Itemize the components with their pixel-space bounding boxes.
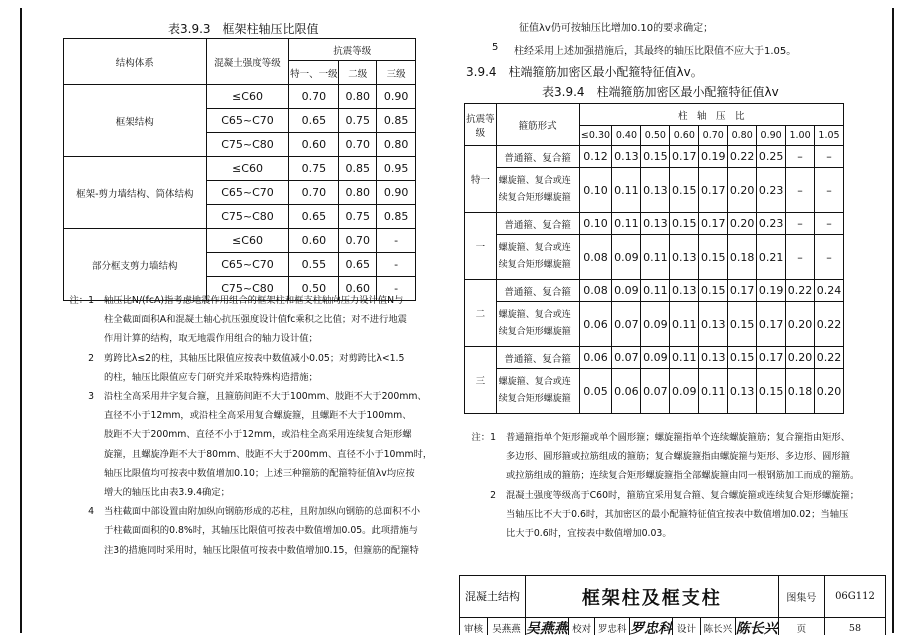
note-line: 比大于0.6时，宜按表中数值增加0.03。	[506, 528, 672, 540]
limit-value-cell: 0.70	[289, 181, 339, 205]
note-text	[506, 486, 876, 544]
characteristic-value-cell: 0.17	[757, 302, 786, 347]
header-axial-ratio: 0.40	[612, 126, 641, 146]
note-line: 注3的措施同时采用时，轴压比限值可按表中数值增加0.15，但箍筋的配箍特	[104, 544, 419, 556]
header-grade: 三级	[377, 61, 416, 85]
note-5-label: 5	[492, 42, 499, 53]
characteristic-value-cell: –	[815, 235, 844, 280]
header-axial-ratio: 1.00	[786, 126, 815, 146]
header-concrete: 混凝土强度等级	[206, 39, 289, 85]
header-axial-ratio: 0.80	[728, 126, 757, 146]
limit-value-cell: 0.60	[289, 229, 339, 253]
characteristic-value-cell: 0.09	[612, 280, 641, 302]
note-number: 3	[88, 391, 94, 403]
header-stirrup-form: 箍筋形式	[496, 104, 579, 146]
characteristic-value-cell: 0.07	[641, 369, 670, 414]
characteristic-value-cell: 0.20	[728, 168, 757, 213]
note-line: 混凝土强度等级高于C60时，箍筋宜采用复合箍、复合螺旋箍或连续复合矩形螺旋箍；	[506, 489, 860, 501]
limit-value-cell: 0.60	[339, 277, 377, 301]
concrete-grade-cell: C65~C70	[206, 109, 289, 133]
header-grade: 抗震等级	[465, 104, 497, 146]
note-number: 4	[88, 506, 94, 518]
limit-value-cell: 0.90	[377, 85, 416, 109]
characteristic-value-cell: 0.23	[757, 168, 786, 213]
limit-value-cell: 0.65	[339, 253, 377, 277]
check-label: 校对	[568, 618, 594, 635]
characteristic-value-cell: –	[815, 146, 844, 168]
limit-value-cell: 0.65	[289, 109, 339, 133]
characteristic-value-cell: 0.11	[612, 168, 641, 213]
note-line: 柱全截面面积A和混凝土轴心抗压强度设计值fc乘积之比值；对不进行地震	[104, 314, 407, 326]
table-row	[64, 85, 416, 109]
characteristic-value-cell: 0.09	[670, 369, 699, 414]
limit-value-cell: 0.70	[289, 85, 339, 109]
drawing-category: 混凝土结构	[460, 576, 526, 618]
characteristic-value-cell: 0.24	[815, 280, 844, 302]
table-row	[465, 369, 844, 414]
limit-value-cell: 0.85	[377, 109, 416, 133]
design-label: 设计	[673, 618, 701, 635]
checker-signature: 罗忠科	[630, 618, 673, 635]
characteristic-value-cell: 0.09	[641, 302, 670, 347]
atlas-number: 06G112	[824, 576, 885, 618]
characteristic-value-cell: 0.15	[728, 302, 757, 347]
characteristic-value-cell: 0.22	[815, 302, 844, 347]
table-row	[465, 168, 844, 213]
characteristic-value-cell: 0.13	[699, 347, 728, 369]
concrete-grade-cell: ≤C60	[206, 85, 289, 109]
header-axial-ratio: ≤0.30	[579, 126, 612, 146]
structure-system-cell: 框架-剪力墙结构、筒体结构	[64, 157, 207, 229]
characteristic-value-cell: –	[786, 235, 815, 280]
concrete-grade-cell: ≤C60	[206, 229, 289, 253]
stirrup-form-cell: 螺旋箍、复合或连续复合矩形螺旋箍	[496, 235, 579, 280]
limit-value-cell: 0.75	[289, 157, 339, 181]
characteristic-value-cell: 0.17	[757, 347, 786, 369]
limit-value-cell: 0.80	[339, 181, 377, 205]
concrete-grade-cell: ≤C60	[206, 157, 289, 181]
note-5-text: 柱经采用上述加强措施后，其最终的轴压比限值不应大于1.05。	[514, 46, 797, 57]
characteristic-value-cell: 0.15	[728, 347, 757, 369]
characteristic-value-cell: 0.13	[670, 235, 699, 280]
characteristic-value-cell: 0.17	[699, 168, 728, 213]
characteristic-value-cell: 0.11	[612, 213, 641, 235]
note-item	[64, 387, 436, 502]
characteristic-value-cell: 0.23	[757, 213, 786, 235]
characteristic-value-cell: 0.06	[579, 347, 612, 369]
concrete-grade-cell: C65~C70	[206, 181, 289, 205]
drawing-title: 框架柱及框支柱	[525, 576, 778, 618]
characteristic-value-cell: 0.18	[786, 369, 815, 414]
characteristic-value-cell: 0.15	[641, 146, 670, 168]
characteristic-value-cell: 0.07	[612, 347, 641, 369]
stirrup-form-cell: 普通箍、复合箍	[496, 213, 579, 235]
limit-value-cell: 0.70	[339, 229, 377, 253]
seismic-grade-cell: 特一	[465, 146, 497, 213]
continued-note: 征值λv仍可按轴压比增加0.10的要求确定；	[519, 23, 714, 34]
note-line: 的柱，轴压比限值应专门研究并采取特殊构造措施；	[104, 371, 318, 383]
note-line: 作用计算的结构，取无地震作用组合的轴力设计值；	[104, 333, 318, 345]
characteristic-value-cell: –	[786, 213, 815, 235]
characteristic-value-cell: 0.15	[699, 235, 728, 280]
note-line: 旋箍，且螺旋净距不大于80mm、肢距不大于200mm、直径不小于10mm时，	[104, 448, 433, 460]
characteristic-value-cell: 0.07	[612, 302, 641, 347]
note-text	[104, 502, 436, 560]
frame-right-border	[892, 8, 894, 633]
characteristic-value-cell: 0.20	[728, 213, 757, 235]
note-line: 当轴压比不大于0.6时，其加密区的最小配箍特征值宜按表中数值增加0.02；当轴压	[506, 508, 849, 520]
characteristic-value-cell: 0.19	[699, 146, 728, 168]
characteristic-value-cell: 0.06	[579, 302, 612, 347]
characteristic-value-cell: 0.05	[579, 369, 612, 414]
limit-value-cell: 0.95	[377, 157, 416, 181]
note-number: 注：1	[471, 432, 496, 443]
characteristic-value-cell: 0.20	[815, 369, 844, 414]
limit-value-cell: 0.90	[377, 181, 416, 205]
characteristic-value-cell: 0.15	[699, 280, 728, 302]
note-item	[466, 486, 876, 544]
note-line: 增大的轴压比由表3.9.4确定；	[104, 487, 230, 499]
characteristic-value-cell: 0.12	[579, 146, 612, 168]
stirrup-characteristic-table	[464, 103, 844, 414]
reviewer-name: 吴燕燕	[488, 618, 526, 635]
limit-value-cell: 0.75	[339, 205, 377, 229]
characteristic-value-cell: 0.06	[612, 369, 641, 414]
characteristic-value-cell: 0.11	[641, 235, 670, 280]
note-number: 注：1	[69, 295, 94, 306]
characteristic-value-cell: 0.11	[699, 369, 728, 414]
characteristic-value-cell: 0.13	[641, 168, 670, 213]
note-number: 2	[490, 489, 496, 501]
characteristic-value-cell: 0.20	[786, 302, 815, 347]
limit-value-cell: 0.85	[339, 157, 377, 181]
note-number: 2	[88, 352, 94, 364]
characteristic-value-cell: 0.17	[699, 213, 728, 235]
table-row	[465, 146, 844, 168]
characteristic-value-cell: 0.22	[786, 280, 815, 302]
note-text	[506, 428, 876, 486]
limit-value-cell: 0.75	[339, 109, 377, 133]
characteristic-value-cell: 0.11	[670, 347, 699, 369]
seismic-grade-cell: 三	[465, 347, 497, 414]
limit-value-cell: 0.80	[339, 85, 377, 109]
characteristic-value-cell: 0.13	[612, 146, 641, 168]
characteristic-value-cell: 0.10	[579, 168, 612, 213]
limit-value-cell: -	[377, 277, 416, 301]
note-text	[104, 387, 436, 502]
characteristic-value-cell: 0.15	[670, 213, 699, 235]
atlas-label: 图集号	[778, 576, 824, 618]
limit-value-cell: 0.50	[289, 277, 339, 301]
characteristic-value-cell: –	[786, 168, 815, 213]
characteristic-value-cell: 0.13	[699, 302, 728, 347]
note-line: 于柱截面面积的0.8%时，其轴压比限值可按表中数值增加0.05。此项措施与	[104, 525, 418, 537]
section-heading: 3.9.4 柱端箍筋加密区最小配箍特征值λv。	[466, 65, 703, 79]
characteristic-value-cell: 0.17	[728, 280, 757, 302]
header-ratio-group: 柱 轴 压 比	[579, 104, 843, 126]
left-table-caption: 表3.9.3 框架柱轴压比限值	[168, 22, 319, 36]
characteristic-value-cell: 0.11	[670, 302, 699, 347]
concrete-grade-cell: C75~C80	[206, 205, 289, 229]
characteristic-value-cell: –	[786, 146, 815, 168]
limit-value-cell: 0.80	[377, 133, 416, 157]
title-block	[459, 575, 886, 635]
stirrup-form-cell: 螺旋箍、复合或连续复合矩形螺旋箍	[496, 369, 579, 414]
characteristic-value-cell: 0.09	[612, 235, 641, 280]
structure-system-cell: 框架结构	[64, 85, 207, 157]
page-number: 58	[824, 618, 885, 635]
stirrup-form-cell: 普通箍、复合箍	[496, 146, 579, 168]
seismic-grade-cell: 一	[465, 213, 497, 280]
note-item	[64, 291, 436, 349]
header-axial-ratio: 0.70	[699, 126, 728, 146]
characteristic-value-cell: 0.22	[728, 146, 757, 168]
table-row	[465, 280, 844, 302]
table-row	[465, 235, 844, 280]
characteristic-value-cell: 0.13	[641, 213, 670, 235]
table-row	[64, 229, 416, 253]
note-line: 直径不小于12mm，或沿柱全高采用复合螺旋箍，且螺距不大于100mm、	[104, 410, 412, 422]
note-line: 沿柱全高采用井字复合箍，且箍筋间距不大于100mm、肢距不大于200mm、	[104, 391, 427, 403]
designer-name: 陈长兴	[701, 618, 736, 635]
characteristic-value-cell: –	[815, 213, 844, 235]
note-text	[104, 291, 436, 349]
header-axial-ratio: 0.90	[757, 126, 786, 146]
limit-value-cell: 0.65	[289, 205, 339, 229]
structure-system-cell: 部分框支剪力墙结构	[64, 229, 207, 301]
header-grade: 特一、一级	[289, 61, 339, 85]
characteristic-value-cell: –	[815, 168, 844, 213]
limit-value-cell: -	[377, 229, 416, 253]
header-grade-group: 抗震等级	[289, 39, 416, 61]
note-line: 剪跨比λ≤2的柱，其轴压比限值应按表中数值减小0.05；对剪跨比λ<1.5	[104, 352, 405, 364]
page-label: 页	[778, 618, 824, 635]
review-label: 审核	[460, 618, 488, 635]
reviewer-signature: 吴燕燕	[525, 618, 568, 635]
limit-value-cell: 0.85	[377, 205, 416, 229]
right-table-caption: 表3.9.4 柱端箍筋加密区最小配箍特征值λv	[542, 85, 779, 99]
characteristic-value-cell: 0.13	[670, 280, 699, 302]
header-axial-ratio: 0.50	[641, 126, 670, 146]
note-line: 当柱截面中部设置由附加纵向钢筋形成的芯柱，且附加纵向钢筋的总面积不小	[104, 506, 421, 518]
table-row	[465, 347, 844, 369]
header-axial-ratio: 0.60	[670, 126, 699, 146]
table-row	[64, 157, 416, 181]
characteristic-value-cell: 0.25	[757, 146, 786, 168]
characteristic-value-cell: 0.08	[579, 280, 612, 302]
table-row	[465, 213, 844, 235]
note-line: 或拉筋组成的箍筋；连续复合矩形螺旋箍指全部螺旋箍由同一根钢筋加工而成的箍筋。	[506, 470, 860, 482]
stirrup-form-cell: 普通箍、复合箍	[496, 280, 579, 302]
characteristic-value-cell: 0.18	[728, 235, 757, 280]
table-row	[465, 302, 844, 347]
characteristic-value-cell: 0.11	[641, 280, 670, 302]
note-item	[466, 428, 876, 486]
note-line: 普通箍指单个矩形箍或单个圆形箍；螺旋箍指单个连续螺旋箍筋；复合箍指由矩形、	[506, 432, 850, 443]
characteristic-value-cell: 0.15	[757, 369, 786, 414]
checker-name: 罗忠科	[595, 618, 630, 635]
note-line: 轴压比N/(fcA)指考虑地震作用组合的框架柱和框支柱轴向压力设计值N与	[104, 295, 404, 306]
characteristic-value-cell: 0.13	[728, 369, 757, 414]
characteristic-value-cell: 0.17	[670, 146, 699, 168]
note-line: 多边形、圆形箍或拉筋组成的箍筋；复合螺旋箍指由螺旋箍与矩形、多边形、圆形箍	[506, 451, 850, 463]
header-grade: 二级	[339, 61, 377, 85]
note-line: 轴压比限值均可按表中数值增加0.10；上述三种箍筋的配箍特征值λv均应按	[104, 467, 415, 479]
concrete-grade-cell: C75~C80	[206, 133, 289, 157]
characteristic-value-cell: 0.19	[757, 280, 786, 302]
note-item	[64, 502, 436, 560]
note-text	[104, 349, 436, 387]
axial-ratio-limit-table	[63, 38, 416, 301]
characteristic-value-cell: 0.09	[641, 347, 670, 369]
limit-value-cell: 0.70	[339, 133, 377, 157]
note-item	[64, 349, 436, 387]
limit-value-cell: -	[377, 253, 416, 277]
concrete-grade-cell: C65~C70	[206, 253, 289, 277]
right-notes	[466, 428, 876, 543]
designer-signature: 陈长兴	[735, 618, 778, 635]
characteristic-value-cell: 0.22	[815, 347, 844, 369]
characteristic-value-cell: 0.08	[579, 235, 612, 280]
characteristic-value-cell: 0.10	[579, 213, 612, 235]
characteristic-value-cell: 0.15	[670, 168, 699, 213]
header-axial-ratio: 1.05	[815, 126, 844, 146]
header-structure: 结构体系	[64, 39, 207, 85]
stirrup-form-cell: 螺旋箍、复合或连续复合矩形螺旋箍	[496, 302, 579, 347]
frame-left-border	[20, 8, 22, 633]
limit-value-cell: 0.55	[289, 253, 339, 277]
limit-value-cell: 0.60	[289, 133, 339, 157]
note-line: 肢距不大于200mm、直径不小于12mm，或沿柱全高采用连续复合矩形螺	[104, 429, 412, 441]
stirrup-form-cell: 普通箍、复合箍	[496, 347, 579, 369]
left-notes	[64, 291, 436, 560]
concrete-grade-cell: C75~C80	[206, 277, 289, 301]
stirrup-form-cell: 螺旋箍、复合或连续复合矩形螺旋箍	[496, 168, 579, 213]
characteristic-value-cell: 0.21	[757, 235, 786, 280]
characteristic-value-cell: 0.20	[786, 347, 815, 369]
seismic-grade-cell: 二	[465, 280, 497, 347]
